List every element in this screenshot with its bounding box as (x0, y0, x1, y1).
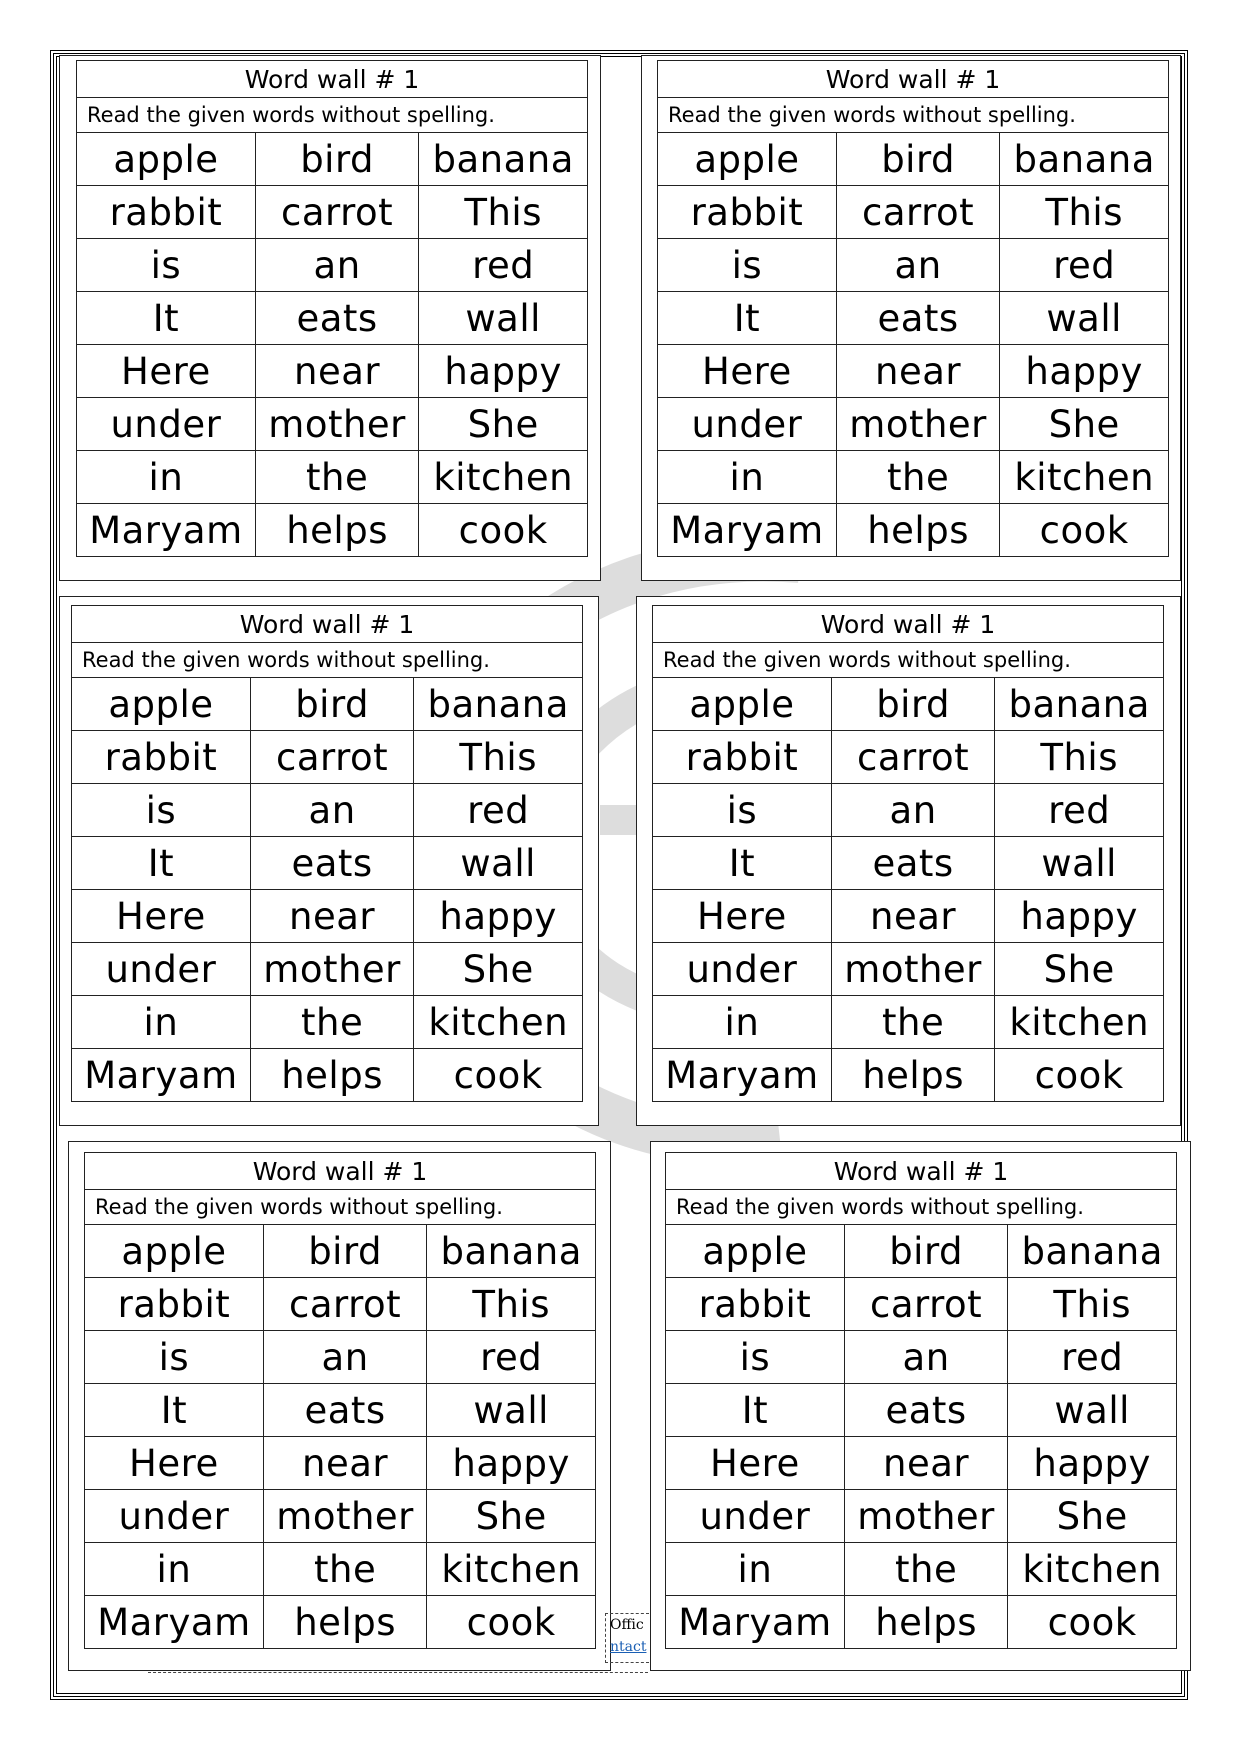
word-row (85, 1596, 596, 1649)
word-wall-table (657, 60, 1169, 557)
word-wall-table (76, 60, 588, 557)
word-cell: cook (419, 504, 588, 557)
word-cell: bird (250, 678, 414, 731)
word-cell: in (72, 996, 251, 1049)
footer-link[interactable]: ntact (610, 1639, 647, 1655)
word-cell: Maryam (72, 1049, 251, 1102)
word-row (77, 345, 588, 398)
word-cell: the (263, 1543, 427, 1596)
word-wall-table (71, 605, 583, 1102)
word-row (85, 1384, 596, 1437)
word-row (77, 451, 588, 504)
word-cell: cook (414, 1049, 583, 1102)
word-cell: eats (836, 292, 1000, 345)
word-cell: helps (831, 1049, 995, 1102)
word-cell: happy (414, 890, 583, 943)
word-cell: in (658, 451, 837, 504)
word-cell: rabbit (72, 731, 251, 784)
word-cell: Here (658, 345, 837, 398)
word-cell: near (831, 890, 995, 943)
word-cell: carrot (836, 186, 1000, 239)
word-cell: helps (250, 1049, 414, 1102)
word-cell: the (844, 1543, 1008, 1596)
word-cell: mother (836, 398, 1000, 451)
word-row (653, 837, 1164, 890)
word-row (666, 1331, 1177, 1384)
word-row (653, 996, 1164, 1049)
word-wall-instruction: Read the given words without spelling. (77, 98, 588, 133)
word-cell: banana (1008, 1225, 1177, 1278)
word-row (72, 1049, 583, 1102)
word-row (72, 996, 583, 1049)
word-row (658, 451, 1169, 504)
word-row (77, 239, 588, 292)
word-wall-instruction: Read the given words without spelling. (653, 643, 1164, 678)
word-cell: Here (72, 890, 251, 943)
word-wall-title: Word wall # 1 (77, 61, 588, 98)
word-row (72, 837, 583, 890)
word-cell: is (77, 239, 256, 292)
word-cell: wall (414, 837, 583, 890)
word-cell: apple (653, 678, 832, 731)
word-row (666, 1278, 1177, 1331)
word-cell: apple (72, 678, 251, 731)
word-row (77, 133, 588, 186)
word-cell: helps (263, 1596, 427, 1649)
word-cell: carrot (831, 731, 995, 784)
word-row (653, 890, 1164, 943)
word-row (658, 292, 1169, 345)
word-cell: wall (995, 837, 1164, 890)
word-row (658, 345, 1169, 398)
word-row (653, 1049, 1164, 1102)
word-row (85, 1437, 596, 1490)
word-cell: an (831, 784, 995, 837)
word-wall-instruction: Read the given words without spelling. (72, 643, 583, 678)
word-row (85, 1278, 596, 1331)
word-cell: mother (255, 398, 419, 451)
word-cell: near (836, 345, 1000, 398)
footer-line1: Offic (610, 1617, 644, 1633)
word-row (77, 398, 588, 451)
word-cell: She (427, 1490, 596, 1543)
word-cell: rabbit (85, 1278, 264, 1331)
word-cell: Here (666, 1437, 845, 1490)
word-cell: Here (85, 1437, 264, 1490)
word-row (77, 504, 588, 557)
word-cell: bird (263, 1225, 427, 1278)
word-cell: rabbit (77, 186, 256, 239)
word-cell: This (414, 731, 583, 784)
word-wall-title: Word wall # 1 (653, 606, 1164, 643)
word-cell: near (844, 1437, 1008, 1490)
word-cell: Maryam (85, 1596, 264, 1649)
word-row (653, 731, 1164, 784)
word-row (77, 186, 588, 239)
word-row (658, 186, 1169, 239)
word-cell: under (77, 398, 256, 451)
word-cell: red (427, 1331, 596, 1384)
word-cell: Maryam (77, 504, 256, 557)
word-cell: mother (250, 943, 414, 996)
word-cell: apple (85, 1225, 264, 1278)
word-cell: She (1008, 1490, 1177, 1543)
word-cell: helps (844, 1596, 1008, 1649)
word-row (85, 1543, 596, 1596)
word-cell: banana (427, 1225, 596, 1278)
word-row (72, 678, 583, 731)
word-wall-instruction: Read the given words without spelling. (658, 98, 1169, 133)
word-cell: kitchen (1000, 451, 1169, 504)
word-row (658, 398, 1169, 451)
word-cell: in (653, 996, 832, 1049)
word-cell: an (263, 1331, 427, 1384)
word-cell: Maryam (666, 1596, 845, 1649)
word-cell: under (653, 943, 832, 996)
word-cell: red (1000, 239, 1169, 292)
word-cell: red (995, 784, 1164, 837)
word-cell: eats (250, 837, 414, 890)
word-cell: helps (255, 504, 419, 557)
word-cell: happy (995, 890, 1164, 943)
word-row (653, 784, 1164, 837)
word-row (666, 1437, 1177, 1490)
word-cell: apple (77, 133, 256, 186)
word-cell: wall (427, 1384, 596, 1437)
word-cell: rabbit (653, 731, 832, 784)
word-cell: This (1008, 1278, 1177, 1331)
word-row (85, 1490, 596, 1543)
word-cell: cook (995, 1049, 1164, 1102)
word-cell: an (250, 784, 414, 837)
word-row (666, 1225, 1177, 1278)
word-cell: the (250, 996, 414, 1049)
word-cell: banana (995, 678, 1164, 731)
word-cell: an (844, 1331, 1008, 1384)
word-cell: bird (831, 678, 995, 731)
word-cell: the (255, 451, 419, 504)
word-cell: kitchen (427, 1543, 596, 1596)
word-row (666, 1596, 1177, 1649)
word-cell: rabbit (666, 1278, 845, 1331)
word-cell: This (427, 1278, 596, 1331)
word-cell: mother (831, 943, 995, 996)
word-cell: happy (1008, 1437, 1177, 1490)
word-cell: in (77, 451, 256, 504)
word-cell: is (666, 1331, 845, 1384)
word-row (653, 943, 1164, 996)
word-cell: happy (1000, 345, 1169, 398)
word-cell: red (419, 239, 588, 292)
word-cell: rabbit (658, 186, 837, 239)
word-cell: kitchen (1008, 1543, 1177, 1596)
word-cell: helps (836, 504, 1000, 557)
word-row (77, 292, 588, 345)
word-cell: Here (77, 345, 256, 398)
word-row (658, 504, 1169, 557)
word-cell: Here (653, 890, 832, 943)
word-cell: She (1000, 398, 1169, 451)
word-cell: wall (1008, 1384, 1177, 1437)
word-cell: She (419, 398, 588, 451)
word-cell: This (995, 731, 1164, 784)
word-cell: under (658, 398, 837, 451)
word-cell: apple (658, 133, 837, 186)
word-cell: cook (1000, 504, 1169, 557)
footer-contact (605, 1613, 649, 1663)
word-cell: carrot (250, 731, 414, 784)
word-cell: happy (419, 345, 588, 398)
word-cell: mother (263, 1490, 427, 1543)
word-cell: under (72, 943, 251, 996)
word-cell: banana (414, 678, 583, 731)
word-cell: near (255, 345, 419, 398)
word-cell: wall (419, 292, 588, 345)
word-cell: near (263, 1437, 427, 1490)
word-cell: an (255, 239, 419, 292)
word-cell: carrot (844, 1278, 1008, 1331)
word-cell: under (666, 1490, 845, 1543)
word-cell: cook (427, 1596, 596, 1649)
word-cell: It (653, 837, 832, 890)
word-cell: carrot (255, 186, 419, 239)
word-wall-title: Word wall # 1 (72, 606, 583, 643)
word-cell: eats (255, 292, 419, 345)
word-row (85, 1225, 596, 1278)
word-cell: in (85, 1543, 264, 1596)
word-cell: banana (1000, 133, 1169, 186)
word-cell: bird (836, 133, 1000, 186)
footer-dashed-rule (148, 1672, 648, 1673)
word-row (653, 678, 1164, 731)
word-cell: bird (844, 1225, 1008, 1278)
word-cell: kitchen (419, 451, 588, 504)
word-wall-table (665, 1152, 1177, 1649)
word-row (658, 239, 1169, 292)
word-row (666, 1384, 1177, 1437)
word-cell: the (836, 451, 1000, 504)
word-cell: Maryam (658, 504, 837, 557)
word-wall-instruction: Read the given words without spelling. (666, 1190, 1177, 1225)
word-cell: This (1000, 186, 1169, 239)
word-cell: an (836, 239, 1000, 292)
word-cell: This (419, 186, 588, 239)
word-cell: It (658, 292, 837, 345)
word-cell: carrot (263, 1278, 427, 1331)
word-cell: eats (831, 837, 995, 890)
word-row (72, 731, 583, 784)
word-cell: Maryam (653, 1049, 832, 1102)
word-row (72, 943, 583, 996)
word-cell: It (666, 1384, 845, 1437)
word-cell: She (995, 943, 1164, 996)
word-row (72, 890, 583, 943)
word-cell: bird (255, 133, 419, 186)
word-row (72, 784, 583, 837)
word-cell: kitchen (995, 996, 1164, 1049)
word-cell: kitchen (414, 996, 583, 1049)
word-cell: is (85, 1331, 264, 1384)
word-cell: She (414, 943, 583, 996)
word-cell: mother (844, 1490, 1008, 1543)
word-row (666, 1490, 1177, 1543)
word-cell: cook (1008, 1596, 1177, 1649)
word-cell: is (658, 239, 837, 292)
word-cell: It (85, 1384, 264, 1437)
word-cell: in (666, 1543, 845, 1596)
word-wall-title: Word wall # 1 (666, 1153, 1177, 1190)
word-cell: is (653, 784, 832, 837)
word-cell: eats (263, 1384, 427, 1437)
word-row (666, 1543, 1177, 1596)
word-cell: happy (427, 1437, 596, 1490)
word-cell: It (72, 837, 251, 890)
word-cell: is (72, 784, 251, 837)
word-wall-title: Word wall # 1 (658, 61, 1169, 98)
word-row (85, 1331, 596, 1384)
word-wall-table (652, 605, 1164, 1102)
word-row (658, 133, 1169, 186)
word-cell: the (831, 996, 995, 1049)
word-wall-instruction: Read the given words without spelling. (85, 1190, 596, 1225)
word-cell: apple (666, 1225, 845, 1278)
word-cell: near (250, 890, 414, 943)
word-cell: banana (419, 133, 588, 186)
word-cell: wall (1000, 292, 1169, 345)
word-cell: It (77, 292, 256, 345)
word-cell: eats (844, 1384, 1008, 1437)
word-cell: under (85, 1490, 264, 1543)
word-wall-table (84, 1152, 596, 1649)
word-cell: red (414, 784, 583, 837)
word-wall-title: Word wall # 1 (85, 1153, 596, 1190)
word-cell: red (1008, 1331, 1177, 1384)
